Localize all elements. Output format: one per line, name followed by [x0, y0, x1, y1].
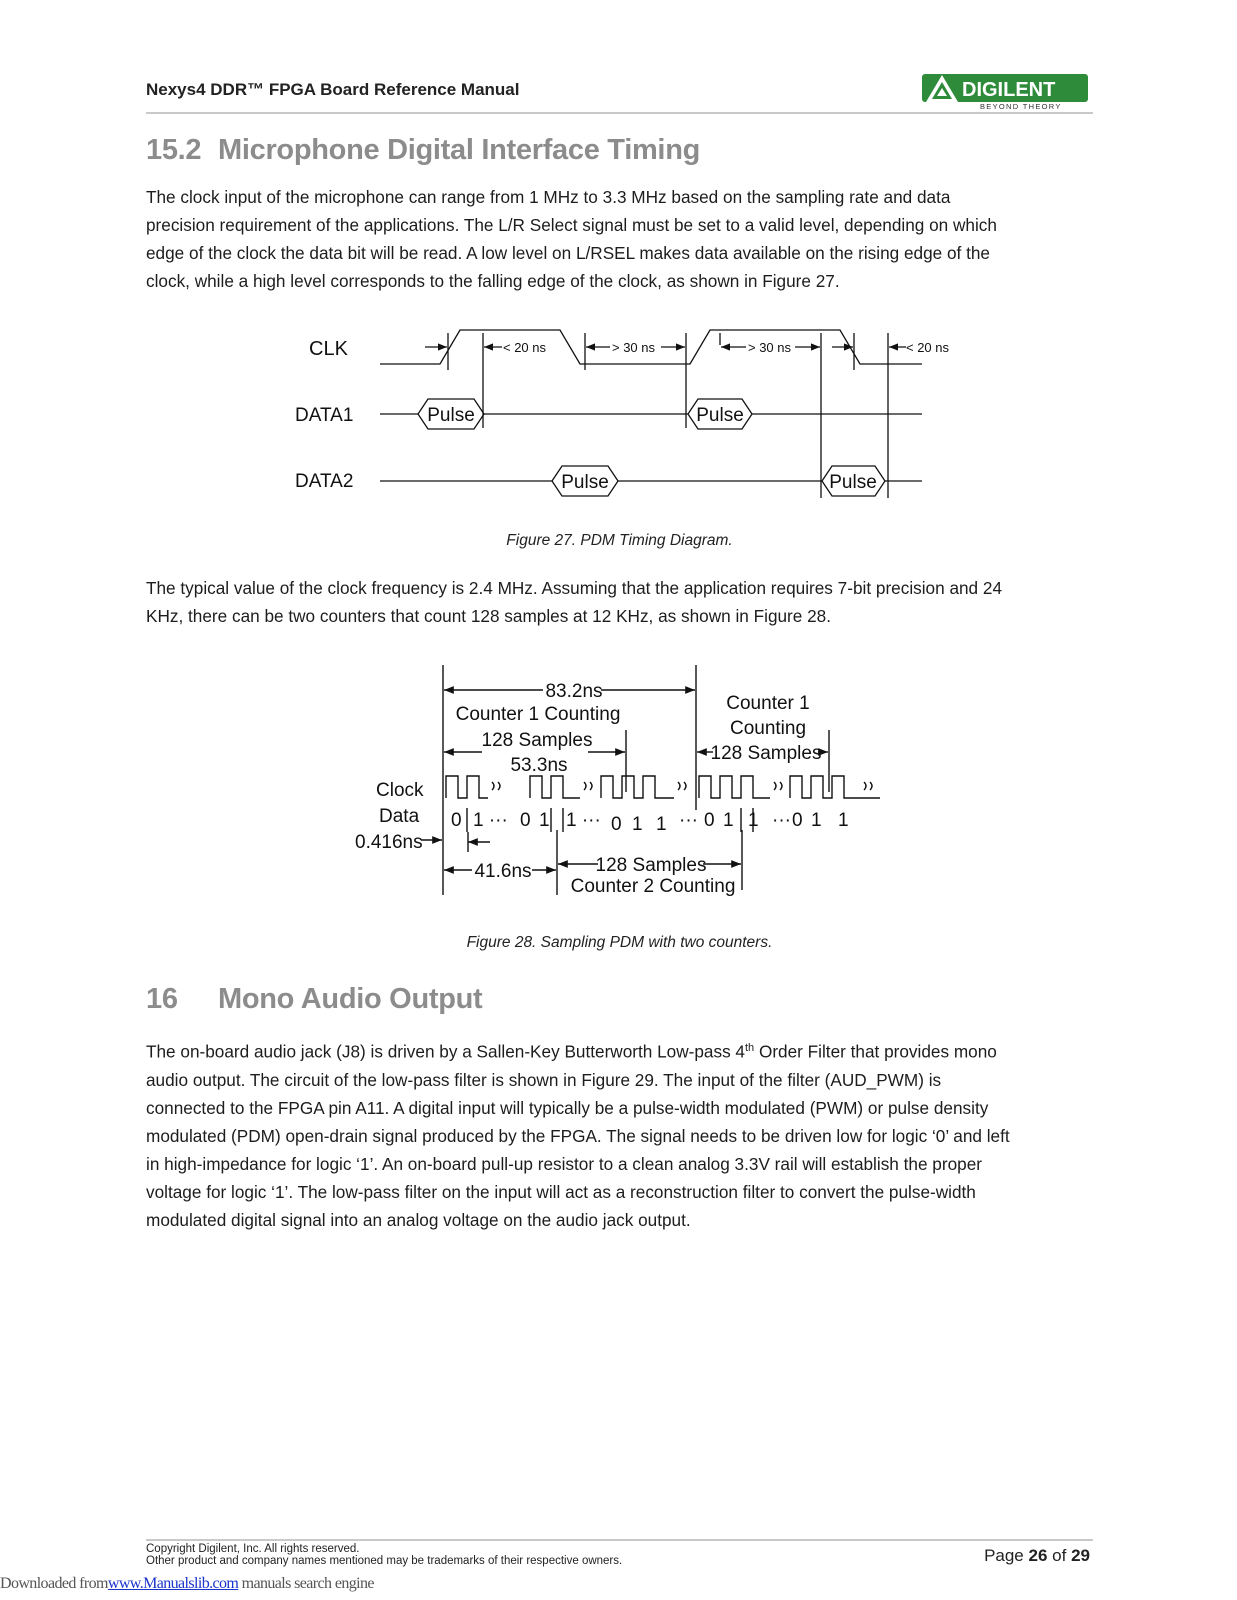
data-bit: 0: [520, 810, 531, 831]
label-counter1: Counter 1: [726, 693, 810, 714]
page-of: of: [1052, 1546, 1067, 1565]
copyright-text: Copyright Digilent, Inc. All rights reserved.: [146, 1543, 360, 1555]
manualslib-link[interactable]: www.Manualslib.com: [107, 1575, 239, 1592]
section-number: 16: [146, 983, 178, 1015]
label-41-6ns: 41.6ns: [474, 861, 532, 882]
page-word: Page: [984, 1546, 1024, 1565]
timing-label: > 30 ns: [748, 340, 792, 355]
data-bit: 1: [539, 810, 550, 831]
label-data: Data: [379, 806, 420, 827]
pulse-label: Pulse: [561, 472, 609, 493]
download-prefix: Downloaded from: [0, 1575, 108, 1592]
paragraph-line: in high-impedance for logic ‘1’. An on-board pull-up resistor to a clean analog 3.3V rail will establish the proper: [146, 1153, 982, 1174]
label-128-samples: 128 Samples: [481, 730, 593, 751]
text-run: Order Filter that provides mono: [754, 1041, 997, 1062]
data-bit: 0: [704, 810, 715, 831]
paragraph-line: precision requirement of the applications. The L/R Select signal must be set to a valid level, depending on which: [146, 215, 997, 235]
data-bit: 0: [792, 810, 803, 831]
download-bar: [0, 1575, 374, 1593]
paragraph-line: The clock input of the microphone can range from 1 MHz to 3.3 MHz based on the sampling rate and data: [146, 187, 951, 207]
data-bit: 1 ···: [566, 810, 601, 831]
label-128-samples-bottom: 128 Samples: [595, 855, 707, 876]
label-0-416ns: 0.416ns: [355, 832, 423, 853]
page-total: 29: [1071, 1546, 1090, 1565]
paragraph-line: modulated digital signal into an analog voltage on the audio jack output.: [146, 1209, 691, 1230]
section-number: 15.2: [146, 134, 202, 166]
paragraph-line: voltage for logic ‘1’. The low-pass filter on the input will act as a reconstruction filter to convert the pulse-width: [146, 1181, 976, 1202]
paragraph-line: audio output. The circuit of the low-pass filter is shown in Figure 29. The input of the filter (AUD_PWM) is: [146, 1069, 942, 1090]
section-title: Microphone Digital Interface Timing: [218, 134, 701, 166]
paragraph-line: connected to the FPGA pin A11. A digital input will typically be a pulse-width modulated (PWM) or pulse density: [146, 1097, 989, 1118]
signal-label-data2: DATA2: [295, 471, 354, 492]
label-53-3ns: 53.3ns: [510, 755, 568, 776]
data-bit: 0: [451, 810, 462, 831]
timing-label: < 20 ns: [503, 340, 547, 355]
figure-27-caption: Figure 27. PDM Timing Diagram.: [506, 532, 733, 549]
clock-waveform: [699, 776, 770, 798]
pulse-label: Pulse: [829, 472, 877, 493]
signal-label-clk: CLK: [309, 338, 348, 360]
paragraph-line: modulated (PDM) open-drain signal produced by the FPGA. The signal needs to be driven low for logic ‘0’ and left: [146, 1125, 1010, 1146]
logo-tagline: BEYOND THEORY: [980, 102, 1062, 110]
footer-copyright: [146, 1543, 622, 1567]
pulse-label: Pulse: [696, 405, 744, 426]
data-bit: ···: [679, 810, 698, 831]
section-heading-16: [146, 983, 482, 1016]
data-bit: 1: [723, 810, 734, 831]
paragraph-audio-output: [146, 1034, 1076, 1234]
clock-waveform: [446, 776, 488, 798]
paragraph-line: edge of the clock the data bit will be read. A low level on L/RSEL makes data available on the rising edge of the: [146, 243, 990, 263]
clock-waveform: [530, 776, 580, 798]
signal-label-data1: DATA1: [295, 405, 354, 426]
section-title: Mono Audio Output: [218, 983, 483, 1015]
paragraph-line: The typical value of the clock frequency is 2.4 MHz. Assuming that the application requires 7-bit precision and 24: [146, 578, 1003, 598]
data-bit: 0: [611, 814, 622, 835]
figure-28-caption: Figure 28. Sampling PDM with two counters.: [466, 934, 773, 951]
clock-waveform: [601, 776, 674, 798]
page-number: [984, 1546, 1090, 1566]
paragraph-line: clock, while a high level corresponds to the falling edge of the clock, as shown in Figure 27.: [146, 271, 840, 291]
download-suffix: manuals search engine: [238, 1575, 374, 1592]
data-bit: 1: [748, 810, 759, 831]
paragraph-line: [146, 1034, 1076, 1066]
data-bit: 1: [838, 810, 849, 831]
label-83-2ns: 83.2ns: [545, 681, 603, 702]
document-title: Nexys4 DDR™ FPGA Board Reference Manual: [146, 80, 520, 99]
superscript-th: th: [745, 1042, 755, 1054]
text-run: The on-board audio jack (J8) is driven by a Sallen-Key Butterworth Low-pass 4: [146, 1041, 745, 1062]
trademark-text: Other product and company names mentioned may be trademarks of their respective owners.: [146, 1555, 623, 1567]
data-bit: 1 ···: [473, 810, 508, 831]
footer-divider: [146, 1539, 1093, 1541]
data-bit: 1: [811, 810, 822, 831]
label-clock: Clock: [376, 780, 424, 801]
paragraph-line: KHz, there can be two counters that count 128 samples at 12 KHz, as shown in Figure 28.: [146, 606, 832, 626]
timing-label: < 20 ns: [906, 340, 950, 355]
label-counter2-counting: Counter 2 Counting: [570, 876, 736, 897]
data-bit: 1: [656, 814, 667, 835]
timing-label: > 30 ns: [612, 340, 656, 355]
data-bit: 1: [632, 814, 643, 835]
data-bit: ···: [772, 810, 791, 831]
label-counter1-counting: Counter 1 Counting: [455, 704, 621, 725]
label-128-samples-right: 128 Samples: [710, 743, 822, 764]
label-counting: Counting: [729, 718, 807, 739]
page-current: 26: [1028, 1546, 1048, 1565]
pulse-label: Pulse: [427, 405, 475, 426]
logo-text: DIGILENT: [962, 79, 1056, 101]
